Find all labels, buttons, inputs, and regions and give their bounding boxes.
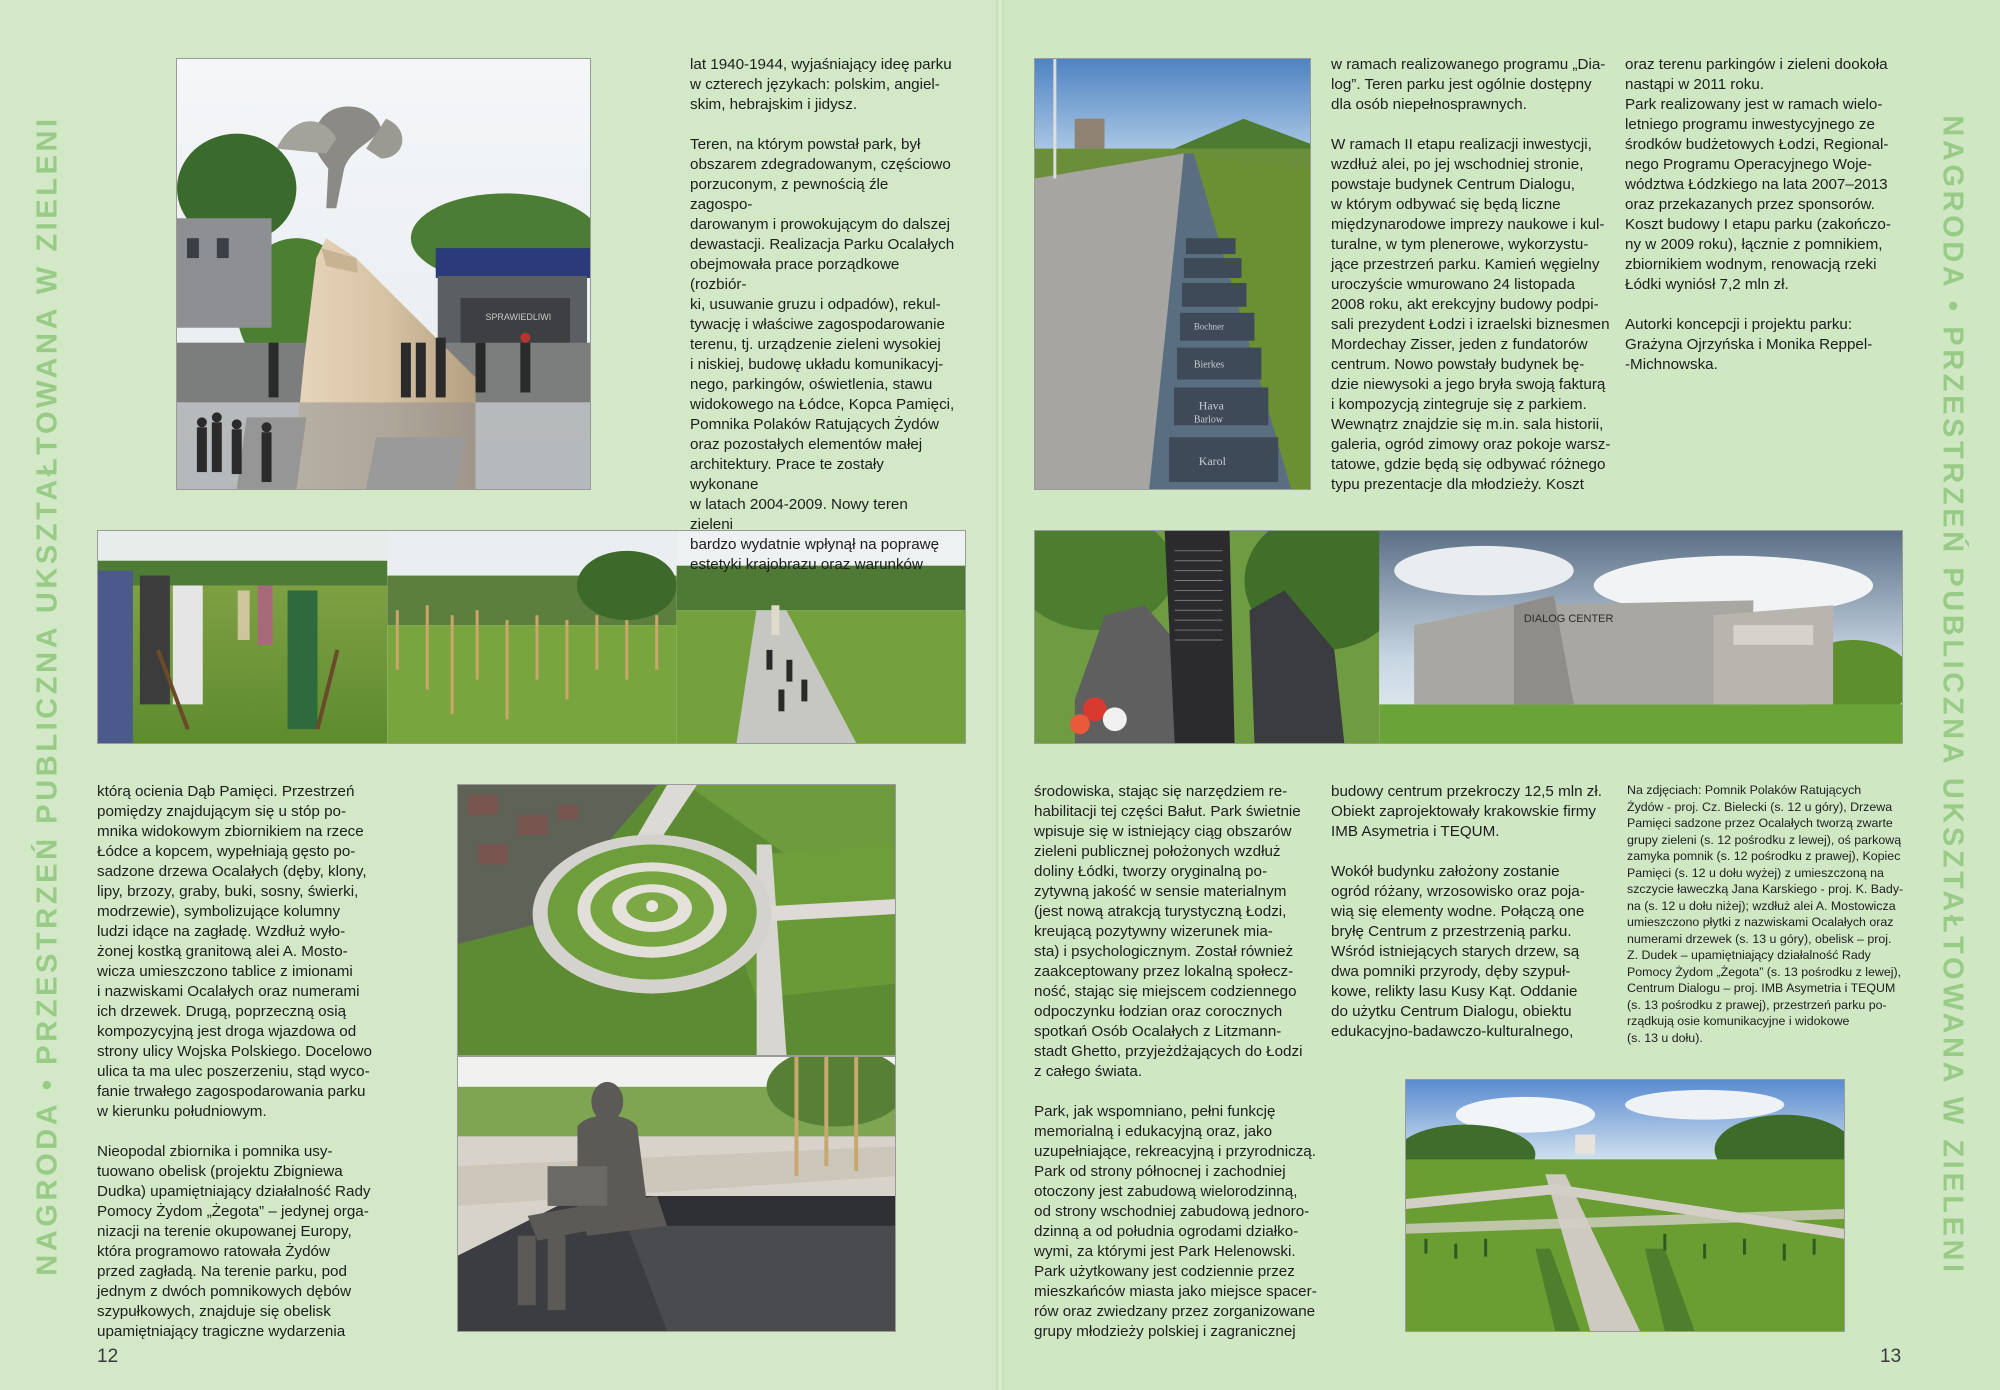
plaque-name: Barlow	[1193, 414, 1224, 426]
text-column-left-top: lat 1940-1944, wyjaśniający ideę parku w czterech językach: polskim, angiel- skim, hebrajskim i jidysz. Teren, na którym powstał park, był obszarem zdegradowanym, częściowo porzuconym, z pewnością źle zagospo- darowanym i prowokującym do dalszej dewastacji. Realizacja Parku Ocalałych obejmowała prace porządkowe (rozbiór- ki, usuwanie gruzu i odpadów), rekul- tywację i właściwe zagospodarowanie terenu, tj. urządzenie zieleni wysokiej i niskiej, budowę układu komunikacyj- nego, parkingów, oświetlenia, stawu widokowego na Łódce, Kopca Pamięci, Pomnika Polaków Ratujących Żydów oraz pozostałych elementów małej architektury. Prace te zostały wykonane w latach 2004-2009. Nowy teren zieleni bardzo wydatnie wpłynął na poprawę estetyki krajobrazu oraz warunków	[690, 56, 955, 573]
text-column-left-bottom: którą ocienia Dąb Pamięci. Przestrzeń pomiędzy znajdującym się u stóp po- mnika widokowym zbiornikiem na rzece Łódce a kopcem, wypełniają gęsto po- sadzone drzewa Ocalałych (dęby, klony, lipy, brzozy, graby, buki, sosny, świerki, modrzewie), symbolizujące kolumny ludzi idące na zagładę. Wzdłuż wyło- żonej kostką granitową alei A. Mosto- wicza umieszczono tablice z imionami i nazwiskami Ocalałych oraz numerami ich drzewek. Drugą, poprzeczną osią kompozycyjną jest droga wjazdowa od strony ulicy Wojska Polskiego. Docelowo ulica ta ma ulec poszerzeniu, stąd wyco- fanie trwałego zagospodarowania parku w kierunku południowym. Nieopodal zbiornika i pomnika usy- tuowano obelisk (projektu Zbigniewa Dudka) upamiętniający działalność Rady Pomocy Żydom „Żegota” – jedynej orga- nizacji na terenie okupowanej Europy, która programowo ratowała Żydów przed zagładą. Na terenie parku, pod jednym z dwóch pomnikowych dębów szypułkowych, znajduje się obelisk upamiętniający tragiczne wydarzenia	[97, 783, 372, 1340]
plaque-name: Hava	[1198, 398, 1224, 413]
side-banner-right	[1930, 55, 1974, 1335]
centrum-sign: DIALOG CENTER	[1523, 613, 1614, 626]
photo-karski-bench	[457, 1056, 896, 1332]
sign-text: SPRAWIEDLIWI	[485, 311, 552, 322]
side-banner-left	[26, 55, 70, 1335]
text-column-right-bottom-2: budowy centrum przekroczy 12,5 mln zł. Obiekt zaprojektowały krakowskie firmy IMB Asymetria i TEQUM. Wokół budynku założony zostanie ogród różany, wrzosowisko oraz poja- wią się elementy wodne. Połączą one bryłę Centrum z przestrzenią parku. Wśród istniejących starych drzew, są dwa pomniki przyrody, dęby szypuł- kowe, relikty lasu Kusy Kąt. Oddanie do użytku Centrum Dialogu, obiektu edukacyjno-badawczo-kulturalnego,	[1331, 783, 1602, 1040]
text-column-right-top-2: oraz terenu parkingów i zieleni dookoła nastąpi w 2011 roku. Park realizowany jest w ramach wielo- letniego programu inwestycyjnego ze środków budżetowych Łodzi, Regional- nego Programu Operacyjnego Woje- wództwa Łódzkiego na lata 2007–2013 oraz przekazanych przez sponsorów. Koszt budowy I etapu parku (zakończo- ny w 2009 roku), łącznie z pomnikiem, zbiornikiem wodnym, renowacją rzeki Łódki wyniósł 7,2 mln zł. Autorki koncepcji i projektu parku: Grażyna Ojrzyńska i Monika Reppel- -Michnowska.	[1625, 56, 1891, 373]
page-gutter	[996, 0, 1004, 1390]
plaque-name: Bochner	[1193, 321, 1225, 332]
text-column-right-top-1: w ramach realizowanego programu „Dia- log”. Teren parku jest ogólnie dostępny dla osób niepełnosprawnych. W ramach II etapu realizacji inwestycji, wzdłuż alei, po jej wschodniej stronie, powstaje budynek Centrum Dialogu, w którym odbywać się będą liczne międzynarodowe imprezy naukowe i kul- turalne, w tym plenerowe, wykorzystu- jące przestrzeń parku. Kamień węgielny uroczyście wmurowano 24 listopada 2008 roku, akt erekcyjny budowy podpi- sali prezydent Łodzi i izraelski biznesmen Mordechay Zisser, jeden z fundatorów centrum. Nowo powstały budynek bę- dzie niewysoki a jego bryła swoją fakturą i kompozycją zintegruje się z parkiem. Wewnątrz znajdzie się m.in. sala historii, galeria, ogród zimowy oraz pokoje warsz- tatowe, gdzie będą się odbywać różnego typu prezentacje dla młodzieży. Koszt	[1331, 56, 1611, 493]
photo-park-axes	[1405, 1079, 1845, 1332]
photo-strip-obelisk-centrum	[1034, 530, 1903, 744]
plaque-name: Bierkes	[1193, 359, 1225, 371]
text-column-right-bottom-1: środowiska, stając się narzędziem re- habilitacji tej części Bałut. Park świetnie wpisuje się w istniejący ciąg obszarów zieleni publicznej położonych wzdłuż doliny Łódki, tworzy oryginalną po- zytywną jakość w sensie materialnym (jest nową atrakcją turystyczną Łodzi, kreującą pozytywny wizerunek mia- sta) i psychologicznym. Został również zaakceptowany przez lokalną społecz- ność, stając się miejscem codziennego odpoczynku łodzian oraz corocznych spotkań Osób Ocalałych z Litzmann- stadt Ghetto, przyjeżdżających do Łodzi z całego świata. Park, jak wspomniano, pełni funkcję memorialną i edukacyjną oraz, jako uzupełniające, rekreacyjną i przyrodniczą. Park od strony północnej i zachodniej otoczony jest zabudową wielorodzinną, od strony wschodniej zabudową jednoro- dzinną a od południa ogrodami działko- wymi, za którymi jest Park Helenowski. Park użytkowany jest codziennie przez mieszkańców miasta jako miejsce spacer- rów oraz zwiedzany przez zorganizowane grupy młodzieży polskiej i zagranicznej	[1034, 783, 1317, 1340]
photo-monument	[176, 58, 591, 490]
side-banner-left-text: NAGRODA • PRZESTRZEŃ PUBLICZNA UKSZTAŁTOWANA W ZIELENI	[31, 114, 64, 1276]
page-number-left: 12	[97, 1346, 119, 1367]
photo-memorial-mound	[457, 784, 896, 1056]
side-banner-right-text: NAGRODA • PRZESTRZEŃ PUBLICZNA UKSZTAŁTOWANA W ZIELENI	[1936, 114, 1969, 1276]
plaque-name: Karol	[1198, 454, 1226, 469]
photo-captions: Na zdjęciach: Pomnik Polaków Ratujących Żydów - proj. Cz. Bielecki (s. 12 u góry), Drzewa Pamięci sadzone przez Ocalałych tworzą zwarte grupy zieleni (s. 12 pośrodku z lewej), oś parkową zamyka pomnik (s. 12 pośrodku z prawej), Kopiec Pamięci (s. 12 u dołu wyżej) z umieszczoną na szczycie ławeczką Jana Karskiego - proj. K. Bady- na (s. 12 u dołu niżej); wzdłuż alei A. Mostowicza umieszczono płytki z nazwiskami Ocalałych oraz numerami drzewek (s. 13 u góry), obelisk – proj. Z. Dudek – upamiętniający działalność Rady Pomocy Żydom „Żegota” (s. 13 pośrodku z lewej), Centrum Dialogu – proj. IMB Asymetria i TEQUM (s. 13 pośrodku z prawej), przestrzeń parku po- rządkują osie komunikacyjne i widokowe (s. 13 u dołu).	[1627, 783, 1904, 1045]
photo-alley-plaques	[1034, 58, 1311, 490]
page-number-right: 13	[1880, 1346, 1902, 1367]
